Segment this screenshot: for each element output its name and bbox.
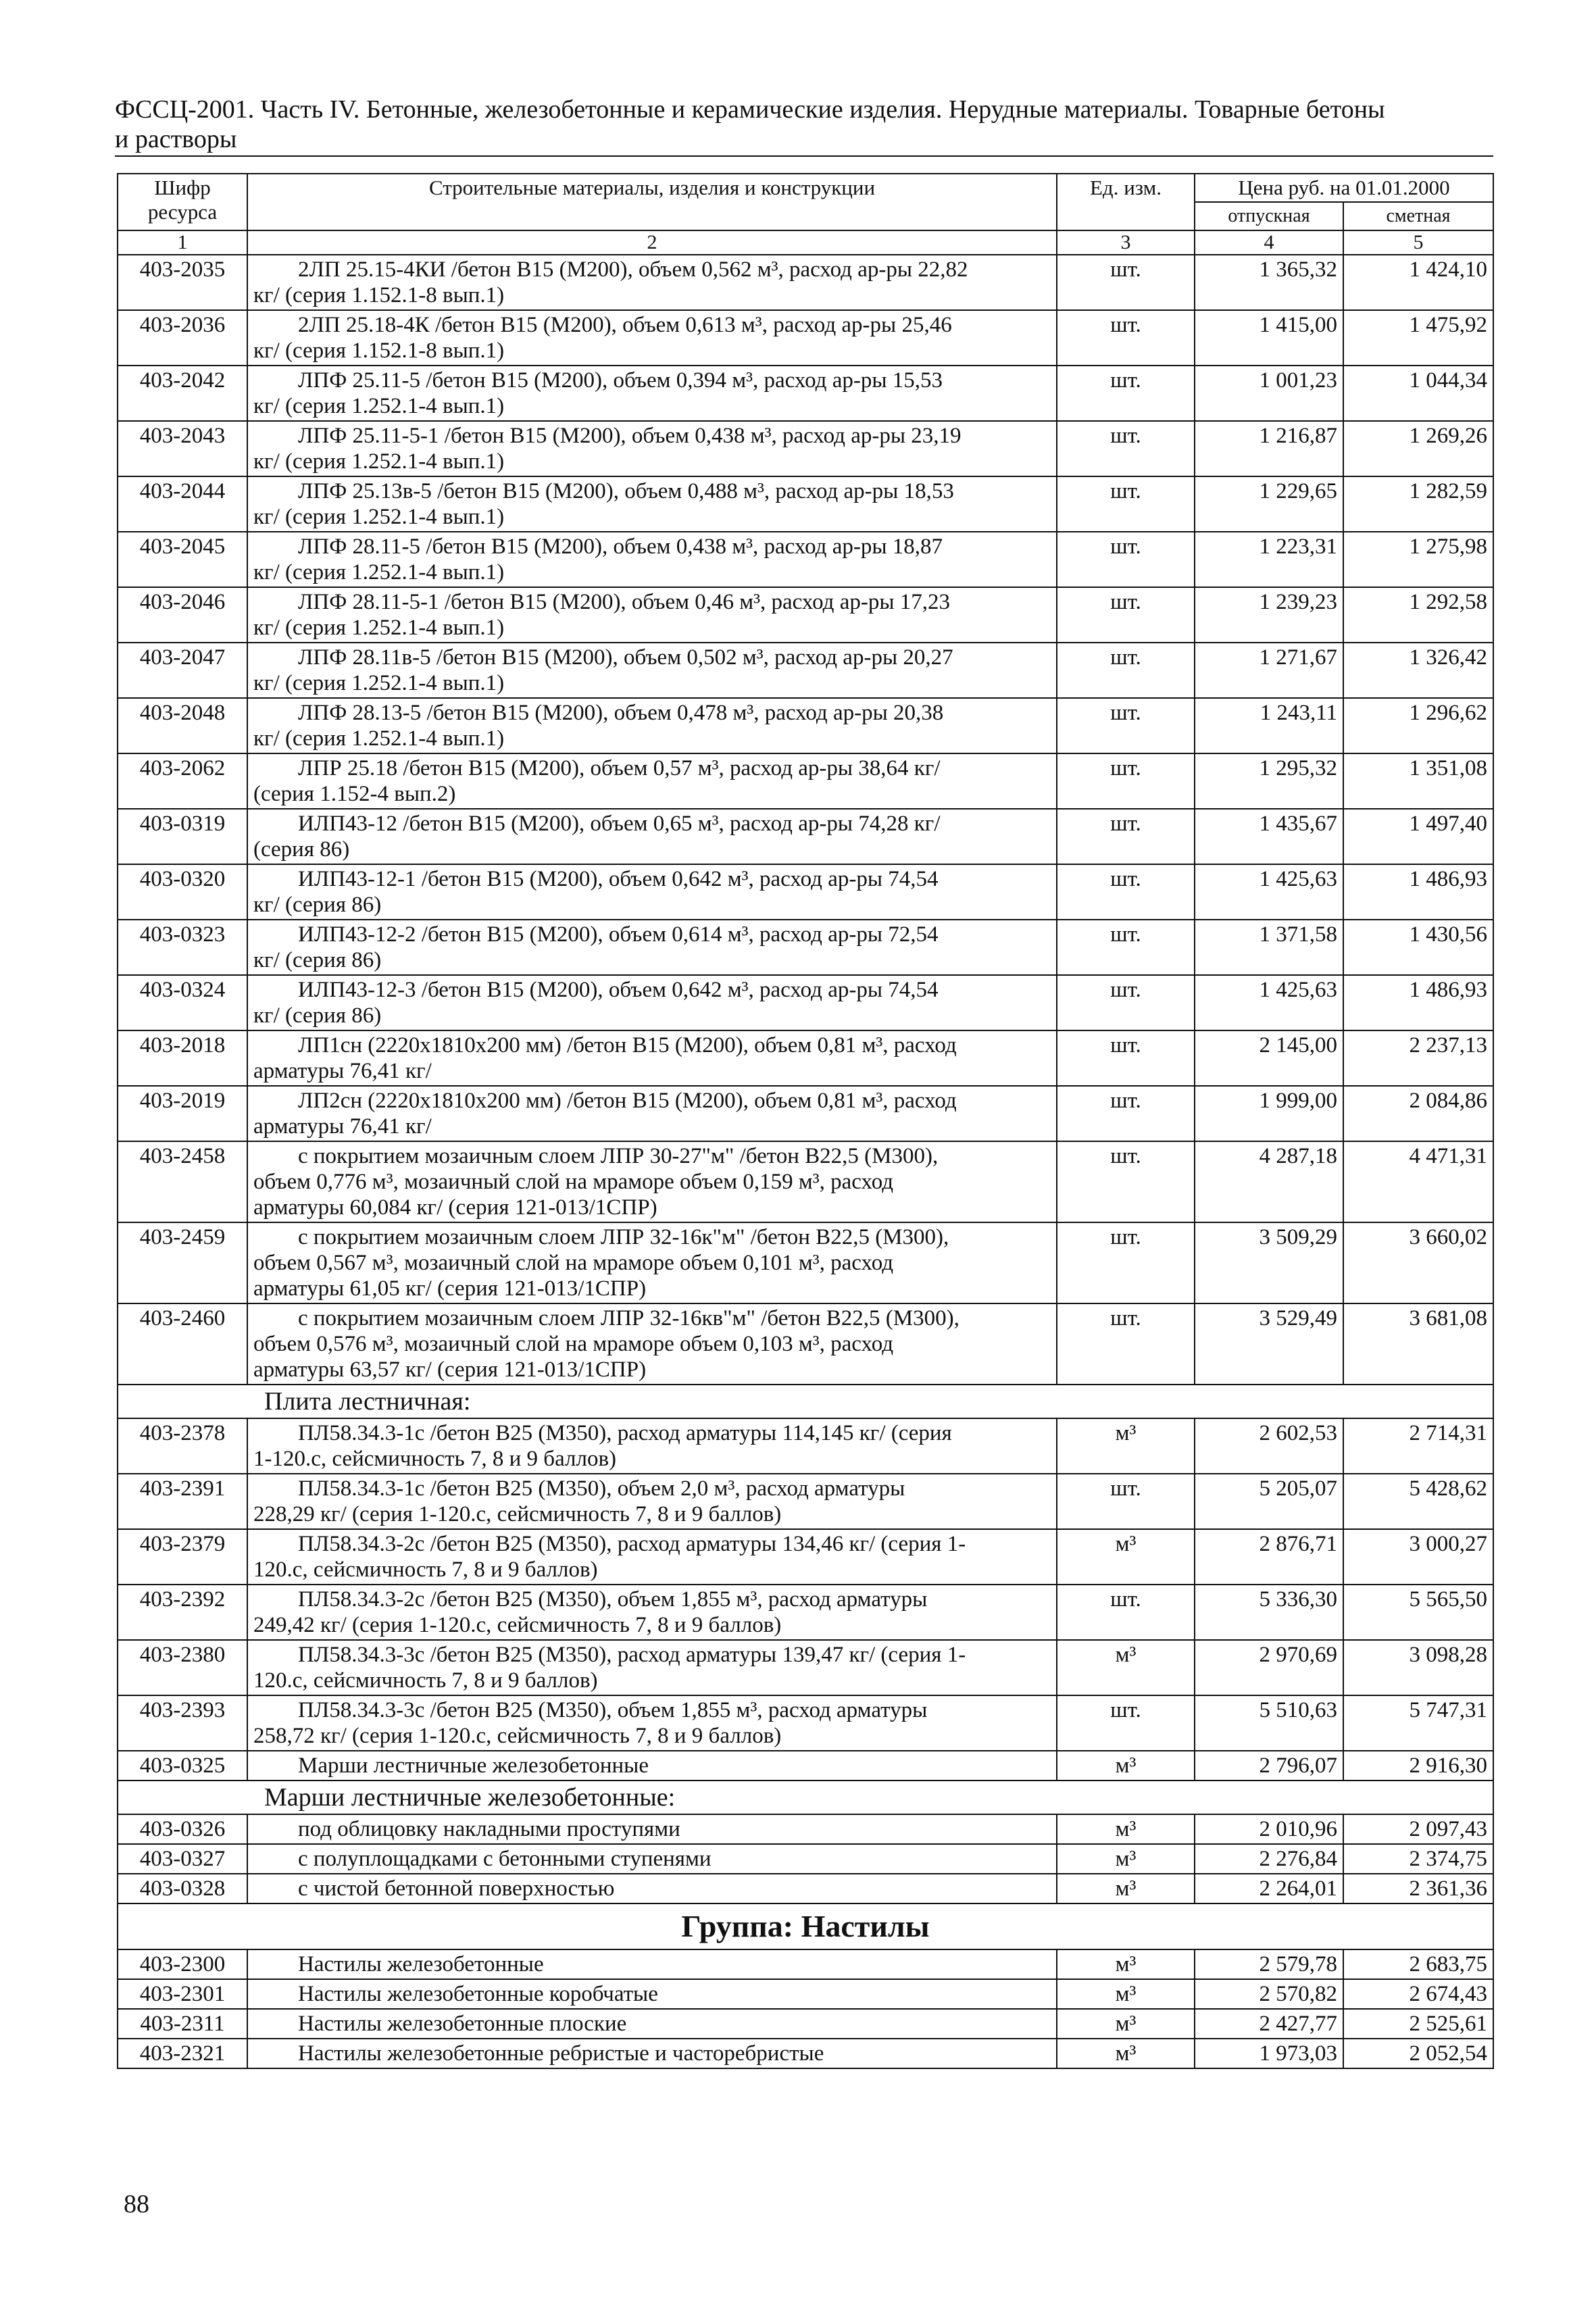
resource-code: 403-0327: [118, 1844, 247, 1874]
resource-code: 403-0323: [118, 920, 247, 975]
table-row: [118, 864, 1493, 920]
release-price: 1 295,32: [1195, 753, 1343, 809]
item-name-line: арматуры 76,41 кг/: [253, 1059, 432, 1083]
item-name-line: (серия 1.152-4 вып.2): [253, 782, 456, 806]
table-row: [118, 698, 1493, 753]
item-name: [247, 1844, 1057, 1874]
unit: м³: [1057, 1418, 1195, 1474]
unit: шт.: [1057, 1141, 1195, 1222]
item-name: [247, 1695, 1057, 1751]
item-name: [247, 1303, 1057, 1385]
item-name: [247, 1030, 1057, 1086]
item-name: [247, 1141, 1057, 1222]
section-title: Плита лестничная:: [118, 1385, 1493, 1418]
item-name-line: ЛП1сн (2220х1810х200 мм) /бетон В15 (М200), объем 0,81 м³, расход: [298, 1033, 957, 1057]
price-table: [117, 173, 1494, 2069]
item-name-line: ЛПФ 28.11в-5 /бетон В15 (М200), объем 0,502 м³, расход ар-ры 20,27: [298, 645, 953, 670]
group-decks: [118, 1903, 1493, 1949]
resource-code: 403-2458: [118, 1141, 247, 1222]
release-price: 2 010,96: [1195, 1814, 1343, 1844]
item-name-line: ЛПФ 28.13-5 /бетон В15 (М200), объем 0,478 м³, расход ар-ры 20,38: [298, 701, 944, 725]
table-row: [118, 1086, 1493, 1141]
unit: м³: [1057, 1844, 1195, 1874]
unit: м³: [1057, 1751, 1195, 1781]
table-row: [118, 1585, 1493, 1640]
unit: шт.: [1057, 753, 1195, 809]
col-header-release-price: отпускная: [1195, 202, 1343, 230]
item-name-line: 120.с, сейсмичность 7, 8 и 9 баллов): [253, 1558, 598, 1582]
estimate-price: 2 084,86: [1343, 1086, 1493, 1141]
table-header-row: [118, 174, 1493, 202]
table-row: [118, 532, 1493, 587]
table-body-slabs: [118, 255, 1493, 1385]
item-name-line: ИЛП43-12-2 /бетон В15 (М200), объем 0,614 м³, расход ар-ры 72,54: [298, 922, 939, 947]
column-number: 2: [247, 230, 1057, 255]
item-name: [247, 1814, 1057, 1844]
item-name-line: ЛПФ 25.13в-5 /бетон В15 (М200), объем 0,488 м³, расход ар-ры 18,53: [298, 479, 954, 503]
item-name-line: ЛПР 25.18 /бетон В15 (М200), объем 0,57 м³, расход ар-ры 38,64 кг/: [298, 756, 941, 780]
item-name-line: 1-120.с, сейсмичность 7, 8 и 9 баллов): [253, 1447, 617, 1471]
table-row: [118, 643, 1493, 698]
item-name-line: ПЛ58.34.3-2с /бетон В25 (М350), объем 1,855 м³, расход арматуры: [298, 1587, 928, 1612]
item-name-line: ПЛ58.34.3-1с /бетон В25 (М350), расход арматуры 114,145 кг/ (серия: [298, 1421, 952, 1445]
estimate-price: 2 525,61: [1343, 2009, 1493, 2039]
item-name-line: Настилы железобетонные ребристые и часторебристые: [298, 2041, 824, 2066]
table-row: [118, 587, 1493, 643]
item-name-line: ЛП2сн (2220х1810х200 мм) /бетон В15 (М200), объем 0,81 м³, расход: [298, 1089, 957, 1113]
unit: шт.: [1057, 1474, 1195, 1529]
estimate-price: 1 282,59: [1343, 476, 1493, 532]
item-name: [247, 1222, 1057, 1303]
release-price: 1 435,67: [1195, 809, 1343, 864]
release-price: 1 271,67: [1195, 643, 1343, 698]
estimate-price: 1 486,93: [1343, 864, 1493, 920]
page-number: 88: [124, 2190, 149, 2218]
resource-code: 403-2019: [118, 1086, 247, 1141]
release-price: 1 973,03: [1195, 2039, 1343, 2068]
resource-code: 403-2321: [118, 2039, 247, 2068]
item-name-line: ИЛП43-12 /бетон В15 (М200), объем 0,65 м³, расход ар-ры 74,28 кг/: [298, 812, 941, 836]
unit: шт.: [1057, 476, 1195, 532]
estimate-price: 2 361,36: [1343, 1874, 1493, 1903]
table-row: [118, 366, 1493, 421]
item-name: [247, 587, 1057, 643]
resource-code: 403-2036: [118, 310, 247, 366]
table-row: [118, 1529, 1493, 1585]
resource-code: 403-2300: [118, 1949, 247, 1979]
release-price: 3 529,49: [1195, 1303, 1343, 1385]
release-price: 1 425,63: [1195, 975, 1343, 1030]
unit: м³: [1057, 2009, 1195, 2039]
column-number: 4: [1195, 230, 1343, 255]
release-price: 5 510,63: [1195, 1695, 1343, 1751]
release-price: 2 570,82: [1195, 1979, 1343, 2009]
release-price: 1 415,00: [1195, 310, 1343, 366]
resource-code: 403-2391: [118, 1474, 247, 1529]
table-row: [118, 975, 1493, 1030]
item-name-line: кг/ (серия 1.252.1-4 вып.1): [253, 449, 505, 474]
release-price: 1 239,23: [1195, 587, 1343, 643]
unit: шт.: [1057, 643, 1195, 698]
item-name-line: ЛПФ 28.11-5 /бетон В15 (М200), объем 0,438 м³, расход ар-ры 18,87: [298, 534, 943, 559]
unit: шт.: [1057, 1222, 1195, 1303]
item-name-line: под облицовку накладными проступями: [298, 1817, 680, 1841]
resource-code: 403-2045: [118, 532, 247, 587]
section-stairs-flights: [118, 1781, 1493, 1814]
resource-code: 403-2392: [118, 1585, 247, 1640]
item-name: [247, 809, 1057, 864]
release-price: 2 276,84: [1195, 1844, 1343, 1874]
item-name-line: кг/ (серия 1.252.1-4 вып.1): [253, 505, 505, 529]
estimate-price: 3 660,02: [1343, 1222, 1493, 1303]
release-price: 1 229,65: [1195, 476, 1343, 532]
column-number: 1: [118, 230, 247, 255]
release-price: 5 205,07: [1195, 1474, 1343, 1529]
estimate-price: 2 097,43: [1343, 1814, 1493, 1844]
item-name-line: ЛПФ 28.11-5-1 /бетон В15 (М200), объем 0,46 м³, расход ар-ры 17,23: [298, 590, 951, 614]
column-number-row: [118, 230, 1493, 255]
resource-code: 403-2459: [118, 1222, 247, 1303]
unit: шт.: [1057, 809, 1195, 864]
item-name: [247, 698, 1057, 753]
estimate-price: 1 351,08: [1343, 753, 1493, 809]
section-row: [118, 1781, 1493, 1814]
item-name-line: ПЛ58.34.3-2с /бетон В25 (М350), расход арматуры 134,46 кг/ (серия 1-: [298, 1532, 966, 1556]
item-name: [247, 532, 1057, 587]
unit: м³: [1057, 1814, 1195, 1844]
item-name: [247, 643, 1057, 698]
col-header-name: Строительные материалы, изделия и конструкции: [247, 174, 1057, 230]
resource-code: 403-2379: [118, 1529, 247, 1585]
unit: м³: [1057, 2039, 1195, 2068]
release-price: 2 579,78: [1195, 1949, 1343, 1979]
item-name-line: Настилы железобетонные плоские: [298, 2012, 627, 2036]
item-name-line: кг/ (серия 1.152.1-8 вып.1): [253, 283, 505, 307]
table-row: [118, 920, 1493, 975]
table-body-stair-flights: [118, 1814, 1493, 1903]
table-row: [118, 2009, 1493, 2039]
resource-code: 403-2046: [118, 587, 247, 643]
item-name-line: 120.с, сейсмичность 7, 8 и 9 баллов): [253, 1668, 598, 1693]
release-price: 5 336,30: [1195, 1585, 1343, 1640]
unit: шт.: [1057, 864, 1195, 920]
estimate-price: 2 237,13: [1343, 1030, 1493, 1086]
unit: шт.: [1057, 255, 1195, 310]
resource-code: 403-2380: [118, 1640, 247, 1695]
section-row: [118, 1385, 1493, 1418]
resource-code: 403-2393: [118, 1695, 247, 1751]
estimate-price: 3 681,08: [1343, 1303, 1493, 1385]
col-header-price: Цена руб. на 01.01.2000: [1195, 174, 1493, 202]
estimate-price: 2 683,75: [1343, 1949, 1493, 1979]
resource-code: 403-0328: [118, 1874, 247, 1903]
unit: м³: [1057, 1949, 1195, 1979]
estimate-price: 5 565,50: [1343, 1585, 1493, 1640]
estimate-price: 5 747,31: [1343, 1695, 1493, 1751]
table-row: [118, 1979, 1493, 2009]
unit: м³: [1057, 1979, 1195, 2009]
unit: м³: [1057, 1874, 1195, 1903]
col-header-estimate-price: сметная: [1343, 202, 1493, 230]
estimate-price: 5 428,62: [1343, 1474, 1493, 1529]
unit: шт.: [1057, 310, 1195, 366]
estimate-price: 1 430,56: [1343, 920, 1493, 975]
header-title-line-1: ФССЦ-2001. Часть IV. Бетонные, железобетонные и керамические изделия. Нерудные материалы. Товарные бетоны: [115, 95, 1385, 124]
resource-code: 403-2311: [118, 2009, 247, 2039]
item-name-line: кг/ (серия 1.252.1-4 вып.1): [253, 726, 505, 751]
release-price: 1 001,23: [1195, 366, 1343, 421]
item-name-line: с покрытием мозаичным слоем ЛПР 32-16к"м" /бетон В22,5 (М300),: [298, 1225, 949, 1249]
unit: шт.: [1057, 975, 1195, 1030]
table-row: [118, 1814, 1493, 1844]
resource-code: 403-0325: [118, 1751, 247, 1781]
release-price: 1 371,58: [1195, 920, 1343, 975]
resource-code: 403-0320: [118, 864, 247, 920]
estimate-price: 1 424,10: [1343, 255, 1493, 310]
unit: шт.: [1057, 1585, 1195, 1640]
unit: м³: [1057, 1640, 1195, 1695]
page-header: [115, 95, 1493, 154]
item-name-line: 2ЛП 25.15-4КИ /бетон В15 (М200), объем 0,562 м³, расход ар-ры 22,82: [298, 257, 968, 282]
release-price: 2 145,00: [1195, 1030, 1343, 1086]
table-row: [118, 1751, 1493, 1781]
item-name-line: ПЛ58.34.3-1с /бетон В25 (М350), объем 2,0 м³, расход арматуры: [298, 1476, 905, 1501]
item-name-line: с чистой бетонной поверхностью: [298, 1876, 615, 1901]
item-name: [247, 753, 1057, 809]
unit: шт.: [1057, 920, 1195, 975]
item-name-line: Настилы железобетонные коробчатые: [298, 1982, 658, 2006]
column-number: 5: [1343, 230, 1493, 255]
resource-code: 403-2035: [118, 255, 247, 310]
item-name-line: кг/ (серия 86): [253, 893, 382, 917]
item-name: [247, 2009, 1057, 2039]
estimate-price: 1 269,26: [1343, 421, 1493, 476]
item-name: [247, 1585, 1057, 1640]
item-name: [247, 975, 1057, 1030]
estimate-price: 2 714,31: [1343, 1418, 1493, 1474]
table-row: [118, 1949, 1493, 1979]
release-price: 1 216,87: [1195, 421, 1343, 476]
estimate-price: 3 098,28: [1343, 1640, 1493, 1695]
item-name: [247, 1640, 1057, 1695]
item-name-line: кг/ (серия 1.152.1-8 вып.1): [253, 339, 505, 363]
table-row: [118, 1474, 1493, 1529]
estimate-price: 1 296,62: [1343, 698, 1493, 753]
resource-code: 403-2018: [118, 1030, 247, 1086]
unit: шт.: [1057, 1303, 1195, 1385]
item-name-line: кг/ (серия 1.252.1-4 вып.1): [253, 560, 505, 584]
item-name-line: с покрытием мозаичным слоем ЛПР 32-16кв"м" /бетон В22,5 (М300),: [298, 1306, 959, 1330]
item-name: [247, 1874, 1057, 1903]
item-name-line: объем 0,576 м³, мозаичный слой на мраморе объем 0,103 м³, расход: [253, 1332, 894, 1356]
release-price: 2 264,01: [1195, 1874, 1343, 1903]
release-price: 2 427,77: [1195, 2009, 1343, 2039]
item-name-line: кг/ (серия 1.252.1-4 вып.1): [253, 616, 505, 640]
resource-code: 403-0324: [118, 975, 247, 1030]
item-name-line: арматуры 60,084 кг/ (серия 121-013/1СПР): [253, 1195, 657, 1220]
estimate-price: 3 000,27: [1343, 1529, 1493, 1585]
table-row: [118, 310, 1493, 366]
item-name-line: ИЛП43-12-3 /бетон В15 (М200), объем 0,642 м³, расход ар-ры 74,54: [298, 978, 939, 1002]
table-row: [118, 1874, 1493, 1903]
item-name-line: ИЛП43-12-1 /бетон В15 (М200), объем 0,642 м³, расход ар-ры 74,54: [298, 867, 939, 891]
unit: шт.: [1057, 587, 1195, 643]
item-name: [247, 366, 1057, 421]
item-name: [247, 1751, 1057, 1781]
item-name-line: кг/ (серия 86): [253, 1003, 382, 1028]
table-row: [118, 1844, 1493, 1874]
estimate-price: 1 475,92: [1343, 310, 1493, 366]
unit: шт.: [1057, 698, 1195, 753]
col-header-code: Шифр ресурса: [118, 174, 247, 230]
table-body-stair-plates: [118, 1418, 1493, 1781]
resource-code: 403-2301: [118, 1979, 247, 2009]
estimate-price: 1 275,98: [1343, 532, 1493, 587]
header-title-line-2: и растворы: [115, 125, 237, 153]
table-row: [118, 255, 1493, 310]
item-name-line: Настилы железобетонные: [298, 1952, 544, 1976]
item-name-line: (серия 86): [253, 837, 350, 862]
section-stairs-plate: [118, 1385, 1493, 1418]
unit: шт.: [1057, 1030, 1195, 1086]
release-price: 1 425,63: [1195, 864, 1343, 920]
item-name: [247, 864, 1057, 920]
item-name: [247, 1474, 1057, 1529]
item-name-line: ПЛ58.34.3-3с /бетон В25 (М350), объем 1,855 м³, расход арматуры: [298, 1698, 928, 1722]
table-row: [118, 809, 1493, 864]
item-name-line: арматуры 61,05 кг/ (серия 121-013/1СПР): [253, 1276, 647, 1301]
item-name-line: ЛПФ 25.11-5 /бетон В15 (М200), объем 0,394 м³, расход ар-ры 15,53: [298, 368, 943, 393]
item-name: [247, 421, 1057, 476]
item-name: [247, 920, 1057, 975]
release-price: 2 876,71: [1195, 1529, 1343, 1585]
resource-code: 403-2048: [118, 698, 247, 753]
item-name-line: с полуплощадками с бетонными ступенями: [298, 1847, 712, 1871]
release-price: 3 509,29: [1195, 1222, 1343, 1303]
item-name-line: арматуры 63,57 кг/ (серия 121-013/1СПР): [253, 1358, 647, 1382]
release-price: 2 970,69: [1195, 1640, 1343, 1695]
resource-code: 403-0326: [118, 1814, 247, 1844]
item-name-line: объем 0,567 м³, мозаичный слой на мраморе объем 0,101 м³, расход: [253, 1251, 894, 1275]
estimate-price: 2 674,43: [1343, 1979, 1493, 2009]
unit: шт.: [1057, 421, 1195, 476]
resource-code: 403-2062: [118, 753, 247, 809]
table-row: [118, 1303, 1493, 1385]
resource-code: 403-2044: [118, 476, 247, 532]
column-number: 3: [1057, 230, 1195, 255]
item-name: [247, 1949, 1057, 1979]
release-price: 1 999,00: [1195, 1086, 1343, 1141]
estimate-price: 1 292,58: [1343, 587, 1493, 643]
table-row: [118, 753, 1493, 809]
estimate-price: 1 486,93: [1343, 975, 1493, 1030]
item-name: [247, 1418, 1057, 1474]
unit: шт.: [1057, 532, 1195, 587]
table-row: [118, 1418, 1493, 1474]
release-price: 1 243,11: [1195, 698, 1343, 753]
release-price: 1 365,32: [1195, 255, 1343, 310]
estimate-price: 1 326,42: [1343, 643, 1493, 698]
section-title: Марши лестничные железобетонные:: [118, 1781, 1493, 1814]
group-title: Группа: Настилы: [118, 1903, 1493, 1949]
item-name-line: объем 0,776 м³, мозаичный слой на мраморе объем 0,159 м³, расход: [253, 1170, 894, 1194]
unit: шт.: [1057, 1086, 1195, 1141]
table-row: [118, 1030, 1493, 1086]
item-name-line: кг/ (серия 1.252.1-4 вып.1): [253, 671, 505, 695]
item-name-line: 228,29 кг/ (серия 1-120.с, сейсмичность 7, 8 и 9 баллов): [253, 1502, 782, 1526]
item-name-line: ЛПФ 25.11-5-1 /бетон В15 (М200), объем 0,438 м³, расход ар-ры 23,19: [298, 424, 962, 448]
resource-code: 403-2047: [118, 643, 247, 698]
table-row: [118, 1695, 1493, 1751]
item-name-line: кг/ (серия 86): [253, 948, 382, 972]
item-name: [247, 310, 1057, 366]
release-price: 2 796,07: [1195, 1751, 1343, 1781]
item-name-line: 258,72 кг/ (серия 1-120.с, сейсмичность 7, 8 и 9 баллов): [253, 1724, 782, 1748]
item-name: [247, 1086, 1057, 1141]
item-name-line: Марши лестничные железобетонные: [298, 1753, 649, 1778]
table-row: [118, 1141, 1493, 1222]
item-name: [247, 2039, 1057, 2068]
estimate-price: 2 374,75: [1343, 1844, 1493, 1874]
header-rule: [115, 155, 1493, 157]
item-name: [247, 476, 1057, 532]
item-name: [247, 255, 1057, 310]
estimate-price: 1 497,40: [1343, 809, 1493, 864]
resource-code: 403-2043: [118, 421, 247, 476]
item-name: [247, 1979, 1057, 2009]
table-body-decks: [118, 1949, 1493, 2068]
item-name-line: 249,42 кг/ (серия 1-120.с, сейсмичность 7, 8 и 9 баллов): [253, 1613, 782, 1637]
table-row: [118, 1640, 1493, 1695]
resource-code: 403-2460: [118, 1303, 247, 1385]
item-name-line: 2ЛП 25.18-4К /бетон В15 (М200), объем 0,613 м³, расход ар-ры 25,46: [298, 313, 952, 337]
unit: м³: [1057, 1529, 1195, 1585]
estimate-price: 4 471,31: [1343, 1141, 1493, 1222]
release-price: 4 287,18: [1195, 1141, 1343, 1222]
col-header-unit: Ед. изм.: [1057, 174, 1195, 230]
release-price: 1 223,31: [1195, 532, 1343, 587]
resource-code: 403-2378: [118, 1418, 247, 1474]
item-name-line: с покрытием мозаичным слоем ЛПР 30-27"м" /бетон В22,5 (М300),: [298, 1144, 939, 1168]
table-row: [118, 421, 1493, 476]
table-row: [118, 1222, 1493, 1303]
unit: шт.: [1057, 366, 1195, 421]
resource-code: 403-2042: [118, 366, 247, 421]
item-name-line: кг/ (серия 1.252.1-4 вып.1): [253, 394, 505, 418]
table-row: [118, 2039, 1493, 2068]
item-name-line: арматуры 76,41 кг/: [253, 1114, 432, 1139]
estimate-price: 2 916,30: [1343, 1751, 1493, 1781]
item-name: [247, 1529, 1057, 1585]
item-name-line: ПЛ58.34.3-3с /бетон В25 (М350), расход арматуры 139,47 кг/ (серия 1-: [298, 1643, 966, 1667]
table-row: [118, 476, 1493, 532]
release-price: 2 602,53: [1195, 1418, 1343, 1474]
group-row: [118, 1903, 1493, 1949]
unit: шт.: [1057, 1695, 1195, 1751]
estimate-price: 1 044,34: [1343, 366, 1493, 421]
resource-code: 403-0319: [118, 809, 247, 864]
estimate-price: 2 052,54: [1343, 2039, 1493, 2068]
